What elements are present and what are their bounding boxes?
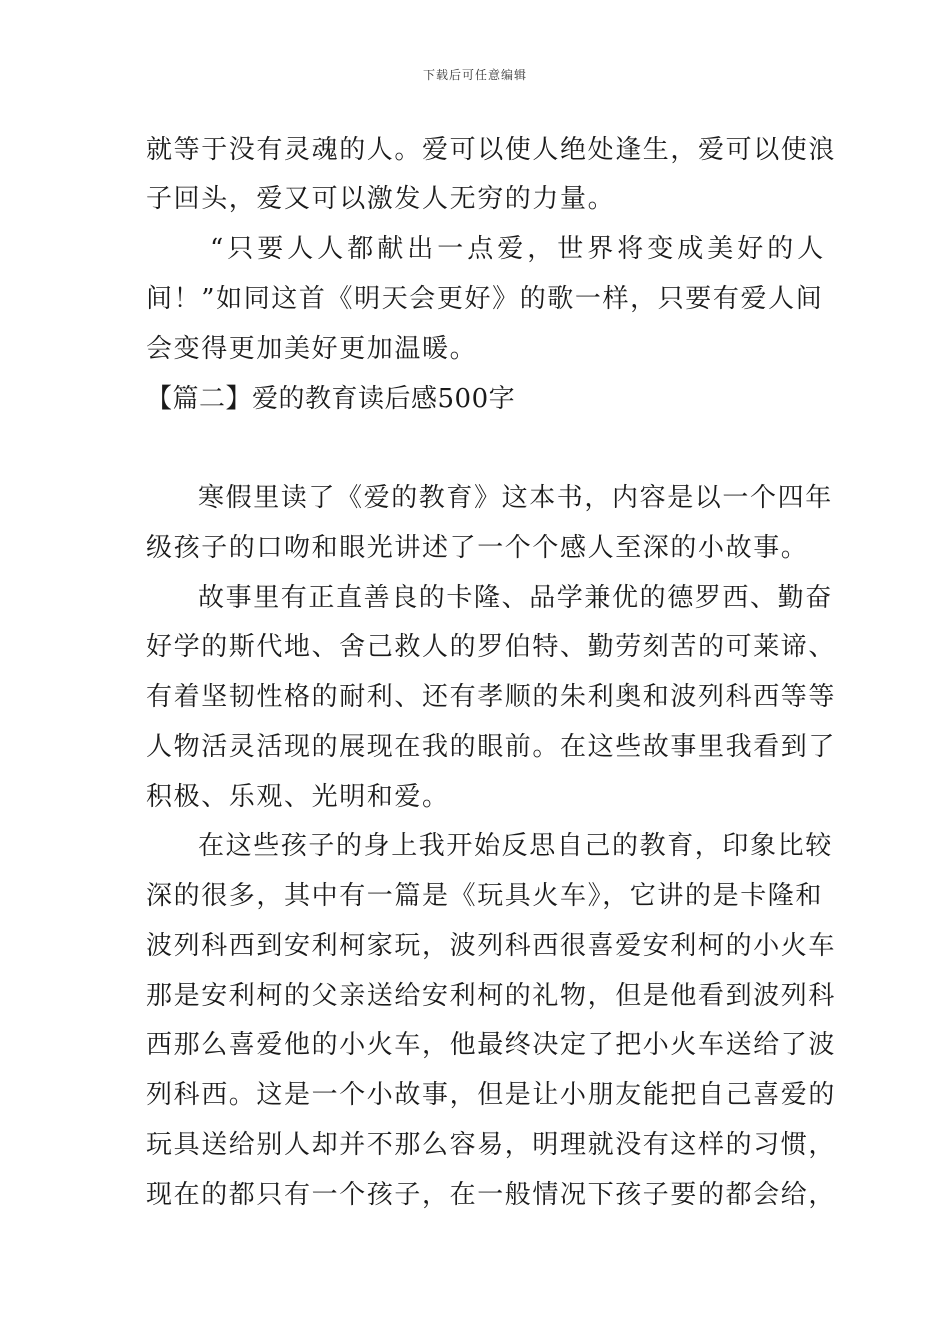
page-header: 下载后可任意编辑 xyxy=(422,68,527,82)
text-line: 就等于没有灵魂的人。爱可以使人绝处逢生，爱可以使浪 xyxy=(146,135,837,165)
section-heading: 【篇二】爱的教育读后感500字 xyxy=(146,384,516,414)
text-line: 寒假里读了《爱的教育》这本书，内容是以一个四年 xyxy=(198,483,833,513)
text-line: 好学的斯代地、舍己救人的罗伯特、勤劳刻苦的可莱谛、 xyxy=(146,632,837,662)
text-line: 西那么喜爱他的小火车，他最终决定了把小火车送给了波 xyxy=(146,1030,837,1060)
text-line: “只要人人都献出一点爱，世界将变成美好的人 xyxy=(210,234,828,264)
text-line: 在这些孩子的身上我开始反思自己的教育，印象比较 xyxy=(198,831,833,861)
text-line: 级孩子的口吻和眼光讲述了一个个感人至深的小故事。 xyxy=(146,533,809,563)
text-line: 积极、乐观、光明和爱。 xyxy=(146,782,450,812)
text-line: 那是安利柯的父亲送给安利柯的礼物，但是他看到波列科 xyxy=(146,981,837,1011)
text-line: 现在的都只有一个孩子，在一般情况下孩子要的都会给， xyxy=(146,1180,837,1210)
text-line: 玩具送给别人却并不那么容易，明理就没有这样的习惯， xyxy=(146,1130,837,1160)
text-line: 有着坚韧性格的耐利、还有孝顺的朱利奥和波列科西等等 xyxy=(146,682,837,712)
text-line: 子回头，爱又可以激发人无穷的力量。 xyxy=(146,184,616,214)
text-line: 间！”如同这首《明天会更好》的歌一样，只要有爱人间 xyxy=(146,284,824,314)
text-line: 波列科西到安利柯家玩，波列科西很喜爱安利柯的小火车 xyxy=(146,931,837,961)
text-line: 深的很多，其中有一篇是《玩具火车》，它讲的是卡隆和 xyxy=(146,881,824,911)
text-line: 故事里有正直善良的卡隆、品学兼优的德罗西、勤奋 xyxy=(198,583,833,613)
text-line: 会变得更加美好更加温暖。 xyxy=(146,334,478,364)
text-line: 人物活灵活现的展现在我的眼前。在这些故事里我看到了 xyxy=(146,732,837,762)
text-line: 列科西。这是一个小故事，但是让小朋友能把自己喜爱的 xyxy=(146,1080,837,1110)
